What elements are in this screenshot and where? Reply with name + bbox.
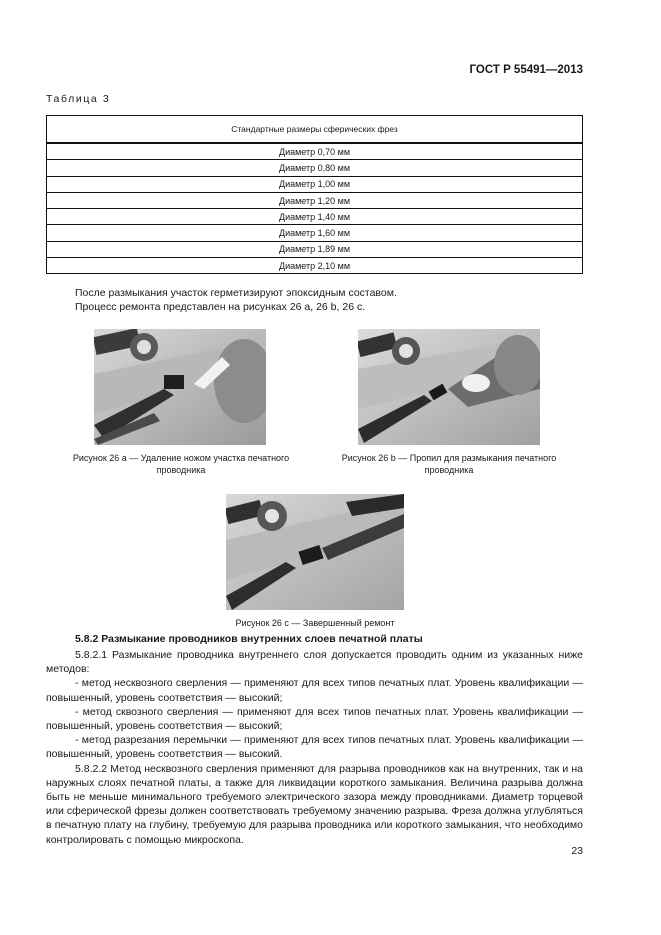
paragraph: - метод разрезания перемычки — применяют для всех типов печатных плат. Уровень квалификации — повышенный, уровень соответствия — высокий. <box>46 734 583 761</box>
table-row: Диаметр 1,20 мм <box>47 192 583 208</box>
page-number: 23 <box>571 845 583 857</box>
figure-26a-caption-line-2: проводника <box>156 465 206 475</box>
table-row: Диаметр 1,00 мм <box>47 176 583 192</box>
paragraph: - метод несквозного сверления — применяют для всех типов печатных плат. Уровень квалификации — повышенный, уровень соответствия — высокий; <box>46 677 583 704</box>
paragraph: - метод сквозного сверления — применяют для всех типов печатных плат. Уровень квалификации — повышенный, уровень соответствия — высокий; <box>46 705 583 733</box>
table-row: Диаметр 0,80 мм <box>47 160 583 176</box>
intro-line-2: Процесс ремонта представлен на рисунках 26 a, 26 b, 26 c. <box>75 301 366 313</box>
table-row: Диаметр 1,89 мм <box>47 241 583 257</box>
figure-26b-caption-line-2: проводника <box>424 465 474 475</box>
figure-26c-photo <box>226 494 404 610</box>
figure-26c-caption: Рисунок 26 c — Завершенный ремонт <box>235 618 395 628</box>
figure-26a-photo <box>94 329 266 445</box>
table-row: Диаметр 0,70 мм <box>47 143 583 160</box>
table-row: Диаметр 1,40 мм <box>47 209 583 225</box>
table-row: Диаметр 1,60 мм <box>47 225 583 241</box>
table-row: Диаметр 2,10 мм <box>47 258 583 274</box>
figure-26b-photo <box>358 329 540 445</box>
figure-26b-caption-line-1: Рисунок 26 b — Пропил для размыкания печатного <box>341 453 557 463</box>
table-header: Стандартные размеры сферических фрез <box>47 116 583 144</box>
document-code: ГОСТ Р 55491—2013 <box>469 64 583 76</box>
paragraph: 5.8.2.2 Метод несквозного сверления применяют для разрыва проводников как на внутренних, так и на наружных слоях печатной платы, а также для ликвидации короткого замыкания. Величина разрыва должна быть не меньше минимального требуемого электрического зазора между проводниками. Диаметр торцевой или сферической фрезы должен соответствовать требуемому значению разрыва. Фреза должна углубляться в печатную плату на глубину, требуемую для разрыва проводника или короткого замыкания, что необходимо контролировать с помощью микроскопа. <box>46 762 583 846</box>
paragraph: 5.8.2.1 Размыкание проводника внутреннего слоя допускается проводить одним из указанных ниже методов: <box>46 649 583 676</box>
figure-26a-caption <box>40 452 322 476</box>
intro-line-1: После размыкания участок герметизируют эпоксидным составом. <box>75 287 397 299</box>
sizes-table <box>46 115 583 274</box>
section-body-1 <box>46 648 583 847</box>
figure-26a-caption-line-1: Рисунок 26 a — Удаление ножом участка печатного <box>72 453 290 463</box>
section-heading: 5.8.2 Размыкание проводников внутренних слоев печатной платы <box>75 633 423 645</box>
table-caption: Таблица 3 <box>46 93 111 105</box>
figure-26b-caption <box>318 452 580 476</box>
